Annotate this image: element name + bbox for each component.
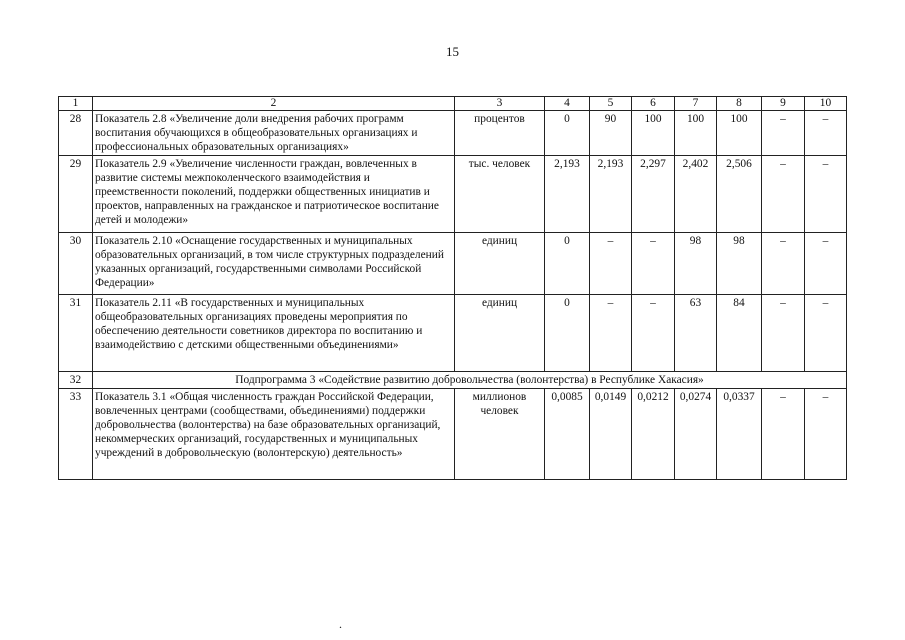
value-cell: 2,297 xyxy=(632,156,675,233)
subprogram-title: Подпрограмма 3 «Содействие развитию добровольчества (волонтерства) в Республике Хакасия» xyxy=(93,372,847,389)
value-cell: 0 xyxy=(545,111,590,156)
value-cell: – xyxy=(590,233,632,295)
unit-cell: единиц xyxy=(455,233,545,295)
header-cell: 2 xyxy=(93,97,455,111)
value-cell: – xyxy=(805,156,847,233)
indicator-table xyxy=(58,96,847,480)
subprogram-row xyxy=(59,372,847,389)
value-cell: 100 xyxy=(675,111,717,156)
row-number: 29 xyxy=(59,156,93,233)
value-cell: – xyxy=(632,295,675,372)
table-header-row xyxy=(59,97,847,111)
table-row xyxy=(59,389,847,480)
table-row xyxy=(59,156,847,233)
value-cell: 0,0212 xyxy=(632,389,675,480)
value-cell: – xyxy=(762,295,805,372)
header-cell: 3 xyxy=(455,97,545,111)
value-cell: 0,0337 xyxy=(717,389,762,480)
header-cell: 6 xyxy=(632,97,675,111)
row-number: 30 xyxy=(59,233,93,295)
table-row xyxy=(59,295,847,372)
value-cell: 0,0149 xyxy=(590,389,632,480)
value-cell: – xyxy=(762,111,805,156)
page-number: 15 xyxy=(446,44,459,59)
header-cell: 9 xyxy=(762,97,805,111)
row-number: 28 xyxy=(59,111,93,156)
value-cell: – xyxy=(762,389,805,480)
value-cell: 0 xyxy=(545,295,590,372)
value-cell: – xyxy=(805,295,847,372)
value-cell: 100 xyxy=(717,111,762,156)
value-cell: – xyxy=(805,111,847,156)
table-row xyxy=(59,233,847,295)
value-cell: 84 xyxy=(717,295,762,372)
value-cell: 2,506 xyxy=(717,156,762,233)
indicator-description: Показатель 2.8 «Увеличение доли внедрения рабочих программ воспитания обучающихся в общеобразовательных организациях и профессиональных образовательных организациях» xyxy=(93,111,455,156)
value-cell: – xyxy=(632,233,675,295)
value-cell: 2,193 xyxy=(545,156,590,233)
value-cell: 98 xyxy=(675,233,717,295)
value-cell: 0 xyxy=(545,233,590,295)
unit-cell: миллионов человек xyxy=(455,389,545,480)
value-cell: – xyxy=(590,295,632,372)
indicator-description: Показатель 2.9 «Увеличение численности граждан, вовлеченных в развитие системы межпоколенческого взаимодействия и преемственности поколений, поддержки общественных инициатив и проектов, направленных на гражданское и патриотическое воспитание детей и молодежи» xyxy=(93,156,455,233)
unit-cell: процентов xyxy=(455,111,545,156)
value-cell: 0,0085 xyxy=(545,389,590,480)
value-cell: – xyxy=(762,156,805,233)
row-number: 31 xyxy=(59,295,93,372)
value-cell: – xyxy=(805,389,847,480)
footer-mark: . xyxy=(339,617,342,631)
indicator-description: Показатель 2.11 «В государственных и муниципальных общеобразовательных организациях проведены мероприятия по обеспечению деятельности советников директора по воспитанию и взаимодействию с детскими общественными объединениями» xyxy=(93,295,455,372)
unit-cell: единиц xyxy=(455,295,545,372)
header-cell: 4 xyxy=(545,97,590,111)
value-cell: 100 xyxy=(632,111,675,156)
header-cell: 10 xyxy=(805,97,847,111)
value-cell: – xyxy=(762,233,805,295)
row-number: 33 xyxy=(59,389,93,480)
row-number: 32 xyxy=(59,372,93,389)
value-cell: 98 xyxy=(717,233,762,295)
unit-cell: тыс. человек xyxy=(455,156,545,233)
indicator-description: Показатель 2.10 «Оснащение государственных и муниципальных образовательных организаций, в том числе структурных подразделений указанных организаций, государственными символами Российской Федерации» xyxy=(93,233,455,295)
value-cell: 2,402 xyxy=(675,156,717,233)
value-cell: 90 xyxy=(590,111,632,156)
header-cell: 1 xyxy=(59,97,93,111)
header-cell: 8 xyxy=(717,97,762,111)
value-cell: 0,0274 xyxy=(675,389,717,480)
indicator-description: Показатель 3.1 «Общая численность граждан Российской Федерации, вовлеченных центрами (сообществами, объединениями) поддержки добровольчества (волонтерства) на базе образовательных организаций, некоммерческих организаций, государственных и муниципальных учреждений в добровольческую (волонтерскую) деятельность» xyxy=(93,389,455,480)
value-cell: 2,193 xyxy=(590,156,632,233)
table-row xyxy=(59,111,847,156)
value-cell: 63 xyxy=(675,295,717,372)
value-cell: – xyxy=(805,233,847,295)
header-cell: 7 xyxy=(675,97,717,111)
header-cell: 5 xyxy=(590,97,632,111)
